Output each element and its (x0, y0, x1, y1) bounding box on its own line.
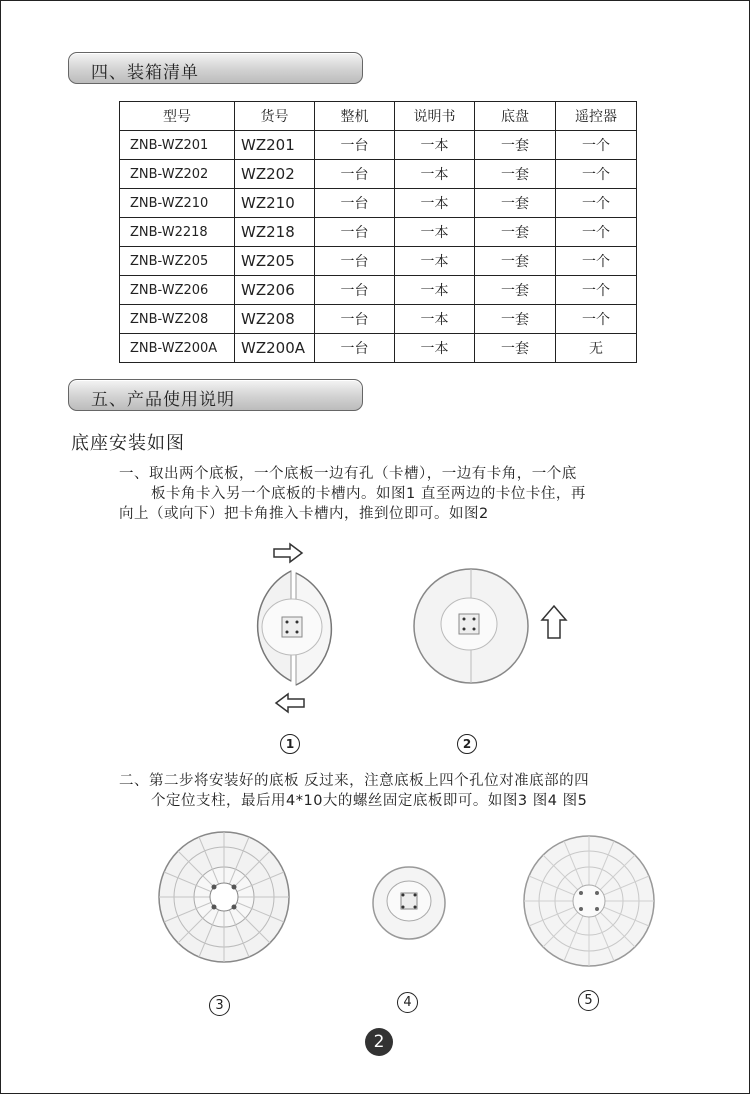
section-header-usage (68, 379, 363, 411)
table-cell: WZ210 (235, 189, 315, 218)
table-cell: 一套 (475, 247, 556, 276)
table-cell: ZNB-WZ201 (120, 131, 235, 160)
table-row (120, 247, 637, 276)
section-title: 四、装箱清单 (91, 63, 199, 83)
table-cell: 一台 (315, 218, 395, 247)
figure-1-label: 1 (280, 734, 300, 754)
step2-line1: 二、第二步将安装好的底板 反过来，注意底板上四个孔位对准底部的四 (119, 773, 590, 789)
table-cell: 一台 (315, 276, 395, 305)
table-cell: 一台 (315, 305, 395, 334)
table-row (120, 334, 637, 363)
table-cell: ZNB-WZ202 (120, 160, 235, 189)
column-header: 整机 (315, 102, 395, 131)
table-cell: 一个 (556, 189, 637, 218)
table-cell: 一套 (475, 189, 556, 218)
figure-5-illustration (519, 831, 659, 971)
figure-5-label: 5 (578, 990, 599, 1011)
table-cell: 一台 (315, 131, 395, 160)
table-cell: 一个 (556, 276, 637, 305)
table-row (120, 189, 637, 218)
table-cell: WZ218 (235, 218, 315, 247)
table-cell: 一本 (395, 247, 475, 276)
packing-list-table (119, 101, 637, 363)
table-cell: WZ205 (235, 247, 315, 276)
table-cell: ZNB-WZ208 (120, 305, 235, 334)
section-title: 五、产品使用说明 (91, 390, 235, 410)
column-header: 遥控器 (556, 102, 637, 131)
table-row (120, 276, 637, 305)
table-cell: 一套 (475, 334, 556, 363)
table-cell: 一本 (395, 131, 475, 160)
column-header: 货号 (235, 102, 315, 131)
figure-4-illustration (369, 863, 449, 943)
table-cell: WZ201 (235, 131, 315, 160)
table-cell: 一套 (475, 305, 556, 334)
figure-3-illustration (154, 829, 294, 969)
page-number: 2 (365, 1028, 393, 1056)
table-cell: ZNB-WZ205 (120, 247, 235, 276)
table-cell: 一套 (475, 131, 556, 160)
table-cell: 一套 (475, 218, 556, 247)
table-cell: WZ202 (235, 160, 315, 189)
table-cell: ZNB-WZ200A (120, 334, 235, 363)
table-cell: 一台 (315, 334, 395, 363)
table-cell: 一个 (556, 160, 637, 189)
table-cell: 一个 (556, 247, 637, 276)
table-row (120, 160, 637, 189)
table-row (120, 218, 637, 247)
column-header: 型号 (120, 102, 235, 131)
step1-line2: 板卡角卡入另一个底板的卡槽内。如图1 直至两边的卡位卡住，再 (151, 486, 586, 502)
figure-2-label: 2 (457, 734, 477, 754)
table-row (120, 305, 637, 334)
table-cell: 一本 (395, 305, 475, 334)
table-cell: 一本 (395, 218, 475, 247)
table-cell: WZ208 (235, 305, 315, 334)
table-cell: 一个 (556, 305, 637, 334)
table-cell: 一台 (315, 189, 395, 218)
figure-2-illustration (406, 566, 576, 686)
table-cell: 一本 (395, 276, 475, 305)
table-cell: 一个 (556, 218, 637, 247)
table-cell: WZ206 (235, 276, 315, 305)
table-row (120, 131, 637, 160)
table-cell: 一个 (556, 131, 637, 160)
step2-line2: 个定位支柱，最后用4*10大的螺丝固定底板即可。如图3 图4 图5 (151, 793, 588, 809)
figure-3-label: 3 (209, 995, 230, 1016)
table-cell: 一台 (315, 247, 395, 276)
column-header: 底盘 (475, 102, 556, 131)
step1-line3: 向上（或向下）把卡角推入卡槽内，推到位即可。如图2 (119, 506, 489, 522)
table-cell: ZNB-WZ206 (120, 276, 235, 305)
table-cell: 一台 (315, 160, 395, 189)
subtitle: 底座安装如图 (71, 433, 185, 454)
table-cell: WZ200A (235, 334, 315, 363)
table-cell: 一本 (395, 160, 475, 189)
section-header-packing-list (68, 52, 363, 84)
table-cell: ZNB-WZ210 (120, 189, 235, 218)
step1-line1: 一、取出两个底板，一个底板一边有孔（卡槽），一边有卡角，一个底 (119, 466, 577, 482)
table-cell: 一套 (475, 276, 556, 305)
table-cell: 一本 (395, 189, 475, 218)
table-cell: ZNB-W2218 (120, 218, 235, 247)
table-cell: 无 (556, 334, 637, 363)
figure-1-illustration (216, 541, 366, 721)
table-header-row (120, 102, 637, 131)
figure-4-label: 4 (397, 992, 418, 1013)
table-cell: 一套 (475, 160, 556, 189)
column-header: 说明书 (395, 102, 475, 131)
table-cell: 一本 (395, 334, 475, 363)
